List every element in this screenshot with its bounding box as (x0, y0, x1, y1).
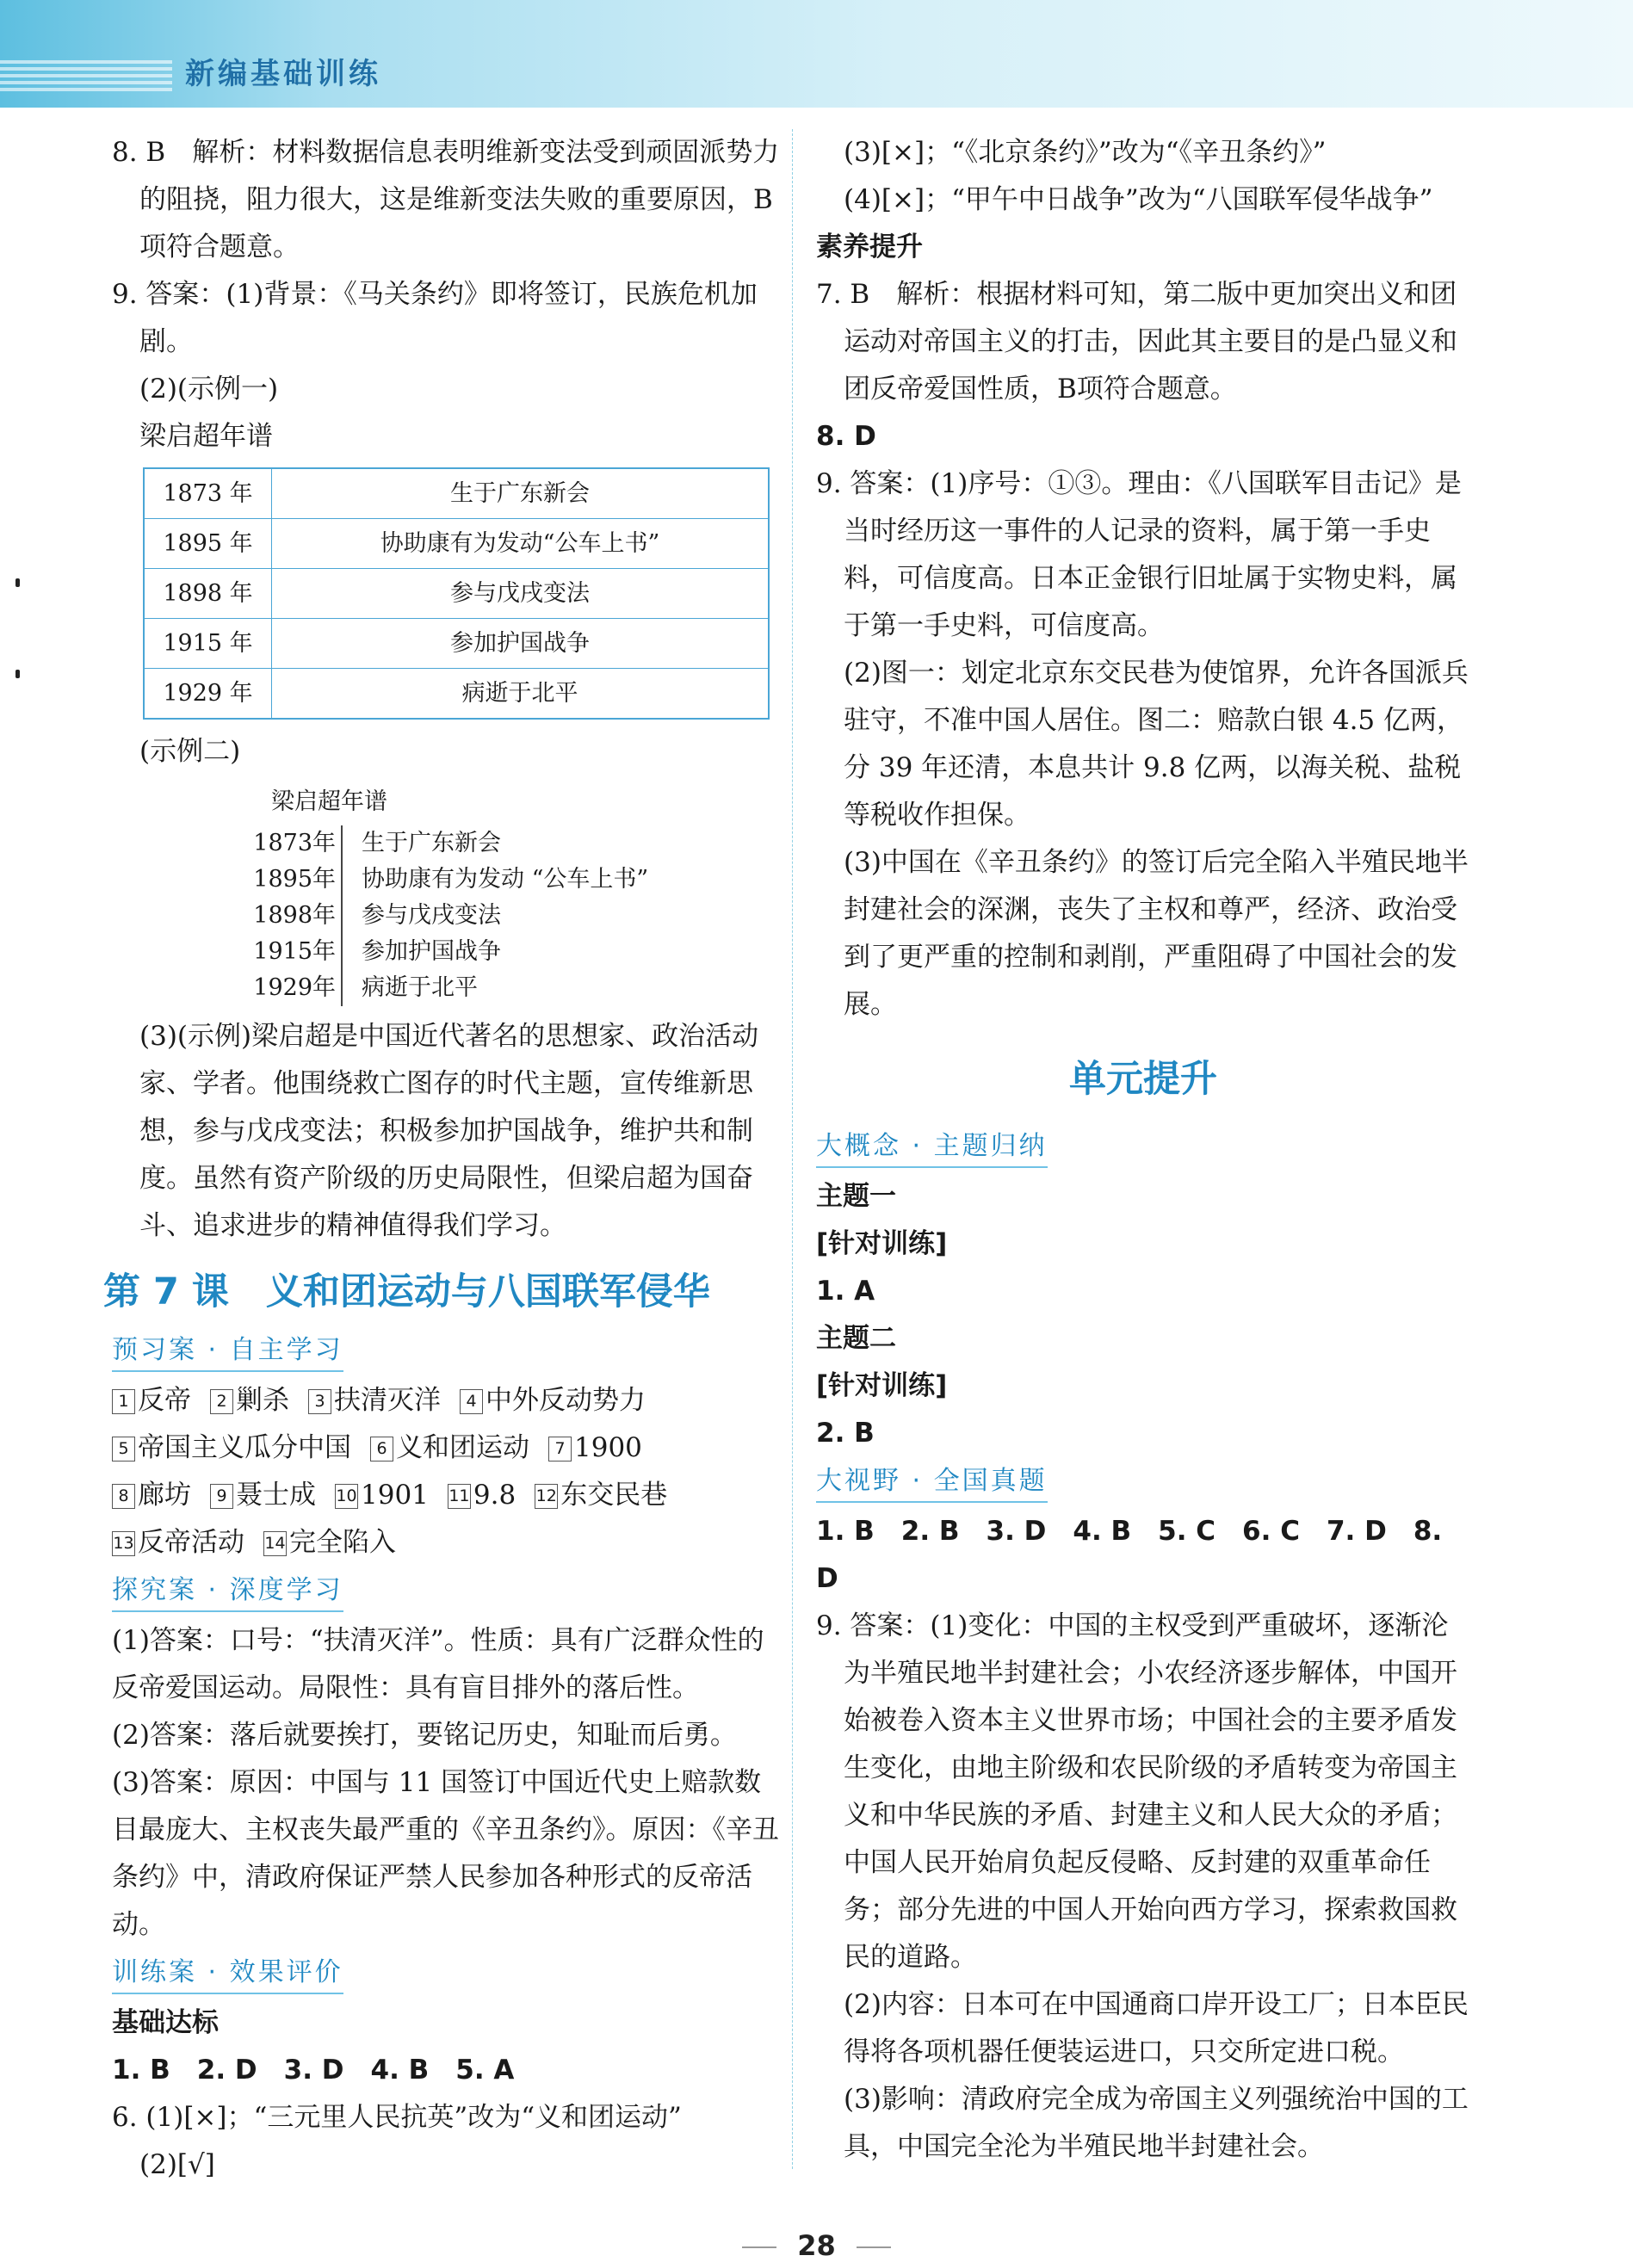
preview-item (112, 1480, 191, 1511)
header-stripes (0, 60, 172, 103)
blank-answer: 中外反动势力 (486, 1385, 646, 1416)
blank-answer: 1900 (574, 1432, 642, 1463)
explore-answer-1: (1)答案：口号：“扶清灭洋”。性质：具有广泛群众性的反帝爱国运动。局限性：具有盲目排外的落后性。 (112, 1625, 764, 1703)
answer-7: 7. B 解析：根据材料可知，第二版中更加突出义和团运动对帝国主义的打击，因此其主要目的是凸显义和团反帝爱国性质，B项符合题意。 (816, 279, 1457, 405)
answer-6-2: (2)[√] (139, 2149, 215, 2180)
timeline-row (144, 669, 769, 720)
timeline-year: 1873 年 (144, 468, 272, 519)
timeline-row (144, 519, 769, 569)
timeline-diagram-year: 1895年 (253, 866, 336, 893)
page-header (0, 0, 1633, 108)
preview-item (548, 1432, 642, 1463)
blank-answer: 反帝 (138, 1385, 191, 1416)
blank-answer: 反帝活动 (138, 1527, 244, 1558)
blank-number: 9 (210, 1484, 233, 1509)
section-concept: 大概念 · 主题归纳 (816, 1127, 1048, 1168)
answer-8-right: 8. D (816, 421, 876, 452)
header-title: 新编基础训练 (185, 57, 381, 91)
blank-number: 14 (263, 1531, 287, 1556)
answer-6-1: 6. (1)[×]；“三元里人民抗英”改为“义和团运动” (112, 2102, 682, 2133)
practice-2: [针对训练] (816, 1370, 948, 1401)
answer-9-1: 9. 答案：(1)背景：《马关条约》即将签订，民族危机加剧。 (112, 279, 758, 357)
preview-item (112, 1432, 351, 1463)
blank-answer: 1901 (361, 1480, 429, 1511)
blank-number: 2 (210, 1389, 233, 1414)
blank-answer: 东交民巷 (560, 1480, 668, 1511)
blank-number: 5 (112, 1437, 135, 1462)
timeline-diagram-event: 参加护国战争 (341, 934, 501, 970)
column-divider (792, 129, 793, 2169)
blank-answer: 廊坊 (138, 1480, 191, 1511)
preview-item (112, 1527, 244, 1558)
answer-9-right-1: 9. 答案：(1)序号：①③。理由：《八国联军目击记》是当时经历这一事件的人记录的资料，属于第一手史料，可信度高。日本正金银行旧址属于实物史料，属于第一手史料，可信度高。 (816, 468, 1462, 641)
exam-answers: 1. B 2. B 3. D 4. B 5. C 6. C 7. D 8. D (816, 1516, 1443, 1594)
timeline-diagram-year: 1915年 (253, 938, 336, 965)
timeline-diagram-year: 1898年 (253, 902, 336, 929)
basic-answers: 1. B 2. D 3. D 4. B 5. A (112, 2055, 515, 2086)
blank-answer: 9.8 (473, 1480, 516, 1511)
blank-number: 8 (112, 1484, 135, 1509)
literacy-label: 素养提升 (816, 232, 923, 263)
blank-number: 10 (335, 1484, 358, 1509)
timeline-diagram-year: 1873年 (253, 830, 336, 856)
preview-item (263, 1527, 396, 1558)
timeline-diagram-row (112, 970, 783, 1006)
preview-row (112, 1519, 783, 1567)
page-footer (0, 2229, 1633, 2262)
timeline-diagram-title: 梁启超年谱 (271, 788, 387, 815)
basic-label: 基础达标 (112, 2007, 219, 2038)
preview-row (112, 1424, 783, 1472)
timeline-diagram-row (112, 934, 783, 970)
theme-1: 主题一 (816, 1181, 896, 1212)
answer-9-right-3: (3)中国在《辛丑条约》的签订后完全陷入半殖民地半封建社会的深渊，丧失了主权和尊严，经济、政治受到了更严重的控制和剥削，严重阻碍了中国社会的发展。 (844, 847, 1469, 1020)
preview-item (370, 1432, 529, 1463)
theme-2: 主题二 (816, 1323, 896, 1354)
timeline-diagram-row (112, 825, 783, 862)
blank-number: 12 (535, 1484, 558, 1509)
explore-answer-2: (2)答案：落后就要挨打，要铭记历史，知耻而后勇。 (112, 1720, 737, 1751)
preview-item (335, 1480, 429, 1511)
blank-number: 6 (370, 1437, 393, 1462)
page-number: 28 (797, 2229, 836, 2262)
lesson-title: 第 7 课 义和团运动与八国联军侵华 (103, 1270, 710, 1313)
section-preview: 预习案 · 自主学习 (112, 1331, 343, 1372)
answer-8: 8. B 解析：材料数据信息表明维新变法受到顽固派势力的阻挠，阻力很大，这是维新变法失败的重要原因，B项符合题意。 (112, 137, 780, 263)
theme-2-answer: 2. B (816, 1418, 875, 1449)
preview-row (112, 1377, 783, 1424)
preview-item (210, 1480, 316, 1511)
preview-answers (112, 1377, 783, 1567)
left-column (103, 129, 783, 2189)
answer-9-exam-1: 9. 答案：(1)变化：中国的主权受到严重破坏，逐渐沦为半殖民地半封建社会；小农经济逐步解体，中国开始被卷入资本主义世界市场；中国社会的主要矛盾发生变化，由地主阶级和农民阶级的矛盾转变为帝国主义和中华民族的矛盾、封建主义和人民大众的矛盾；中国人民开始肩负起反侵略、反封建的双重革命任务；部分先进的中国人开始向西方学习，探索救国救民的道路。 (816, 1610, 1457, 1973)
timeline-event: 病逝于北平 (272, 669, 770, 720)
unit-title: 单元提升 (1069, 1058, 1217, 1101)
blank-answer: 完全陷入 (289, 1527, 396, 1558)
section-explore: 探究案 · 深度学习 (112, 1571, 343, 1612)
timeline-table-title: 梁启超年谱 (139, 421, 273, 452)
timeline-row (144, 468, 769, 519)
explore-answer-3: (3)答案：原因：中国与 11 国签订中国近代史上赔款数目最庞大、主权丧失最严重的《辛丑条约》。原因：《辛丑条约》中，清政府保证严禁人民参加各种形式的反帝活动。 (112, 1767, 779, 1940)
margin-mark (15, 670, 20, 678)
preview-item (460, 1385, 646, 1416)
timeline-row (144, 619, 769, 669)
timeline-event: 参加护国战争 (272, 619, 770, 669)
timeline-year: 1898 年 (144, 569, 272, 619)
timeline-diagram-row (112, 898, 783, 934)
answer-9-exam-3: (3)影响：清政府完全成为帝国主义列强统治中国的工具，中国完全沦为半殖民地半封建社会。 (844, 2084, 1469, 2162)
preview-item (210, 1385, 289, 1416)
preview-item (112, 1385, 191, 1416)
blank-number: 1 (112, 1389, 135, 1414)
preview-item (308, 1385, 441, 1416)
blank-answer: 聂士成 (236, 1480, 316, 1511)
timeline-diagram-event: 病逝于北平 (341, 970, 478, 1006)
preview-item (448, 1480, 516, 1511)
blank-number: 11 (448, 1484, 471, 1509)
timeline-diagram-year: 1929年 (253, 974, 336, 1001)
blank-answer: 剿杀 (236, 1385, 289, 1416)
blank-number: 3 (308, 1389, 331, 1414)
timeline-event: 协助康有为发动“公车上书” (272, 519, 770, 569)
blank-answer: 帝国主义瓜分中国 (138, 1432, 351, 1463)
timeline-row (144, 569, 769, 619)
blank-answer: 义和团运动 (396, 1432, 529, 1463)
timeline-diagram-event: 生于广东新会 (341, 825, 501, 862)
preview-row (112, 1472, 783, 1519)
timeline-diagram (112, 784, 783, 1006)
timeline-diagram-row (112, 862, 783, 898)
answer-9-3: (3)(示例)梁启超是中国近代著名的思想家、政治活动家、学者。他围绕救亡图存的时代主题，宣传维新思想，参与戊戌变法；积极参加护国战争，维护共和制度。虽然有资产阶级的历史局限性，但梁启超为国奋斗、追求进步的精神值得我们学习。 (139, 1021, 759, 1241)
timeline-table (143, 467, 770, 720)
timeline-diagram-event: 协助康有为发动 “公车上书” (341, 862, 648, 898)
timeline-event: 生于广东新会 (272, 468, 770, 519)
preview-item (535, 1480, 667, 1511)
section-exam: 大视野 · 全国真题 (816, 1462, 1048, 1503)
answer-9-exam-2: (2)内容：日本可在中国通商口岸开设工厂；日本臣民得将各项机器任便装运进口，只交所定进口税。 (844, 1989, 1469, 2067)
blank-number: 7 (548, 1437, 572, 1462)
example-2-label: (示例二) (139, 736, 241, 767)
timeline-year: 1915 年 (144, 619, 272, 669)
right-column (816, 129, 1470, 2171)
theme-1-answer: 1. A (816, 1276, 875, 1307)
timeline-diagram-event: 参与戊戌变法 (341, 898, 501, 934)
example-1-label: (2)(示例一) (139, 374, 279, 405)
timeline-year: 1929 年 (144, 669, 272, 720)
answer-6-3: (3)[×]；“《北京条约》”改为“《辛丑条约》” (844, 137, 1327, 168)
blank-answer: 扶清灭洋 (334, 1385, 441, 1416)
timeline-event: 参与戊戌变法 (272, 569, 770, 619)
blank-number: 13 (112, 1531, 135, 1556)
timeline-year: 1895 年 (144, 519, 272, 569)
practice-1: [针对训练] (816, 1228, 948, 1259)
blank-number: 4 (460, 1389, 483, 1414)
answer-6-4: (4)[×]；“甲午中日战争”改为“八国联军侵华战争” (844, 184, 1433, 215)
margin-mark (15, 578, 20, 587)
answer-9-right-2: (2)图一：划定北京东交民巷为使馆界，允许各国派兵驻守，不准中国人居住。图二：赔款白银 4.5 亿两，分 39 年还清，本息共计 9.8 亿两，以海关税、盐税等税收作担保。 (844, 658, 1469, 831)
section-train: 训练案 · 效果评价 (112, 1953, 343, 1994)
